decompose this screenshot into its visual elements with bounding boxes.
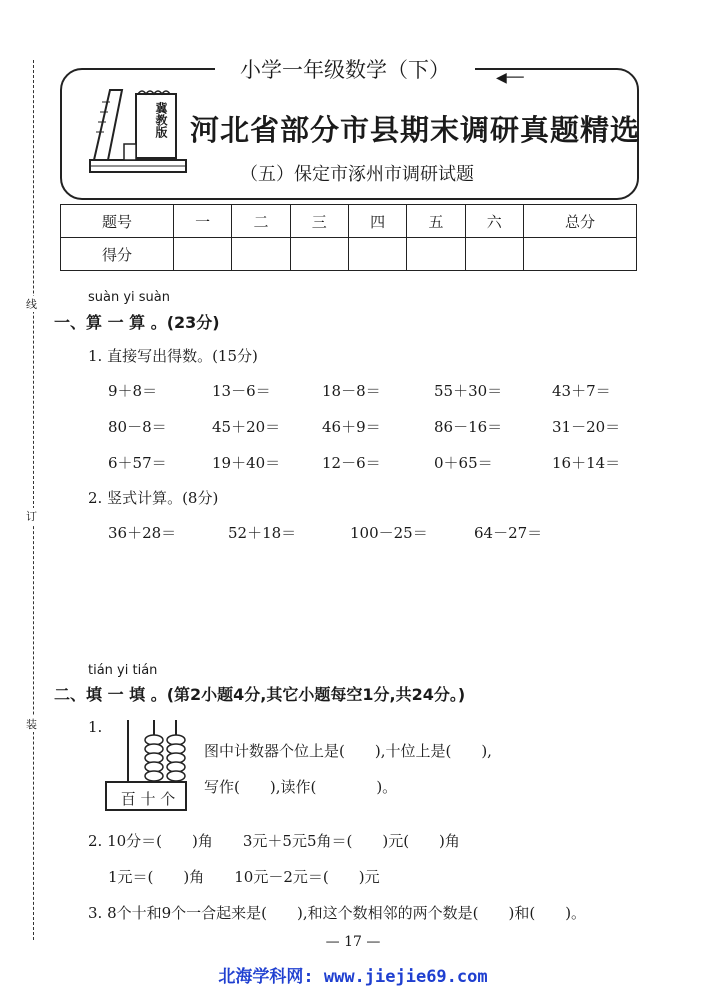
- score-row-label: 得分: [61, 238, 174, 271]
- calc-item: 55＋30＝: [434, 382, 503, 400]
- vertical-calc-item: 64－27＝: [474, 524, 543, 542]
- vertical-calc-item: 100－25＝: [350, 524, 428, 542]
- score-cell[interactable]: [523, 238, 636, 271]
- section2-q2-line2: 1元＝( )角 10元－2元＝( )元: [108, 868, 380, 886]
- calc-item: 16＋14＝: [552, 454, 621, 472]
- section1-q2-title: 2. 竖式计算。(8分): [88, 489, 219, 507]
- section2-q1-line2: 写作( ),读作( )。: [204, 778, 398, 796]
- calc-item: 19＋40＝: [212, 454, 281, 472]
- calc-item: 80－8＝: [108, 418, 167, 436]
- score-header-cell: 二: [232, 205, 290, 238]
- score-cell[interactable]: [407, 238, 465, 271]
- calc-item: 9＋8＝: [108, 382, 158, 400]
- calc-item: 0＋65＝: [434, 454, 493, 472]
- book-ruler-icon: [88, 82, 188, 182]
- book-label: 冀教版: [154, 102, 168, 138]
- score-header-cell: 四: [348, 205, 406, 238]
- margin-mark-ding: 订: [26, 510, 37, 523]
- vertical-calc-item: 52＋18＝: [228, 524, 297, 542]
- page-number: — 17 —: [325, 934, 381, 950]
- score-header-cell: 三: [290, 205, 348, 238]
- section2-title: 二、填 一 填 。(第2小题4分,其它小题每空1分,共24分。): [54, 685, 466, 704]
- score-cell[interactable]: [348, 238, 406, 271]
- margin-mark-zhuang: 装: [26, 718, 37, 731]
- margin-mark-xian: 线: [26, 298, 37, 311]
- section1-pinyin: suàn yi suàn: [88, 290, 171, 305]
- calc-item: 18－8＝: [322, 382, 381, 400]
- section2-pinyin: tián yi tián: [88, 663, 158, 678]
- calc-item: 12－6＝: [322, 454, 381, 472]
- calc-item: 31－20＝: [552, 418, 621, 436]
- calc-item: 86－16＝: [434, 418, 503, 436]
- section2-q1-line1: 图中计数器个位上是( ),十位上是( ),: [204, 742, 492, 760]
- calc-item: 43＋7＝: [552, 382, 611, 400]
- calc-item: 46＋9＝: [322, 418, 381, 436]
- score-table-score-row: [61, 238, 637, 271]
- score-header-cell: 总分: [523, 205, 636, 238]
- score-table-header-row: [61, 205, 637, 238]
- vertical-calc-item: 36＋28＝: [108, 524, 177, 542]
- score-header-cell: 六: [465, 205, 523, 238]
- binding-line: [33, 60, 34, 940]
- abacus-label: 百 十 个: [120, 790, 176, 808]
- score-cell[interactable]: [232, 238, 290, 271]
- calc-item: 45＋20＝: [212, 418, 281, 436]
- score-cell[interactable]: [465, 238, 523, 271]
- section2-q1-number: 1.: [88, 718, 103, 736]
- arrow-icon: ◀──: [496, 70, 524, 86]
- section2-q3: 3. 8个十和9个一合起来是( ),和这个数相邻的两个数是( )和( )。: [88, 904, 587, 922]
- section1-q1-title: 1. 直接写出得数。(15分): [88, 347, 258, 365]
- calc-item: 13－6＝: [212, 382, 271, 400]
- calc-item: 6＋57＝: [108, 454, 167, 472]
- score-table: [60, 204, 637, 271]
- footer-watermark[interactable]: 北海学科网: www.jiejie69.com: [218, 967, 488, 987]
- page-subtitle: （五）保定市涿州市调研试题: [240, 164, 474, 185]
- score-cell[interactable]: [173, 238, 231, 271]
- score-cell[interactable]: [290, 238, 348, 271]
- score-header-cell: 一: [173, 205, 231, 238]
- header-grade: 小学一年级数学（下）: [215, 54, 475, 84]
- section2-q2-line1: 2. 10分＝( )角 3元＋5元5角＝( )元( )角: [88, 832, 460, 850]
- section1-title: 一、算 一 算 。(23分): [54, 313, 220, 332]
- score-header-cell: 五: [407, 205, 465, 238]
- page-title: 河北省部分市县期末调研真题精选: [190, 113, 641, 147]
- score-header-cell: 题号: [61, 205, 174, 238]
